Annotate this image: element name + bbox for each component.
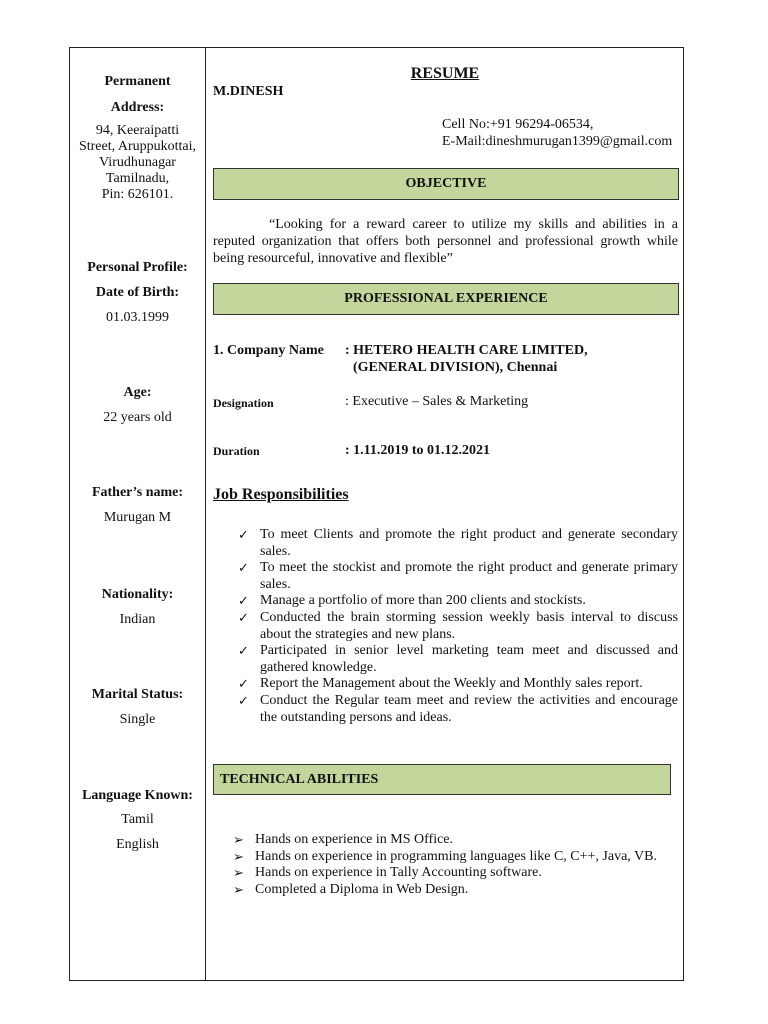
company-value: : HETERO HEALTH CARE LIMITED, <box>345 343 588 358</box>
marital-label: Marital Status: <box>91 687 184 702</box>
language-item: Tamil <box>121 812 154 827</box>
dob-value: 01.03.1999 <box>106 310 169 325</box>
nationality-value: Indian <box>119 612 156 627</box>
responsibility-text: To meet the stockist and promote the right product and generate primary sales. <box>260 560 678 592</box>
address-line: Street, Aruppukottai, <box>78 139 197 154</box>
address-line: 94, Keeraipatti <box>95 123 180 138</box>
responsibility-text: Manage a portfolio of more than 200 clients and stockists. <box>260 593 586 609</box>
check-icon: ✓ <box>238 527 249 542</box>
designation-label: Designation <box>213 396 274 410</box>
email-address: E-Mail:dineshmurugan1399@gmail.com <box>442 134 673 149</box>
resume-title-text: RESUME <box>410 65 480 82</box>
address-line: Tamilnadu, <box>105 171 170 186</box>
technical-list <box>231 832 677 898</box>
check-icon: ✓ <box>238 692 249 708</box>
list-item <box>231 832 677 849</box>
address-line: Pin: 626101. <box>101 187 174 202</box>
experience-heading <box>213 283 679 315</box>
list-item <box>236 610 678 643</box>
permanent-label: Permanent <box>104 74 171 89</box>
responsibility-text: Participated in senior level marketing team meet and discussed and gathered knowledge. <box>260 643 678 675</box>
check-icon: ✓ <box>238 593 249 609</box>
responsibility-text: To meet Clients and promote the right product and generate secondary sales. <box>260 527 678 559</box>
technical-text: Completed a Diploma in Web Design. <box>255 881 469 897</box>
father-label: Father’s name: <box>91 485 184 500</box>
list-item <box>231 882 677 899</box>
list-item <box>236 560 678 593</box>
technical-text: Hands on experience in programming languages like C, C++, Java, VB. <box>255 848 658 864</box>
father-value: Murugan M <box>103 510 172 525</box>
address-line: Virudhunagar <box>99 155 176 170</box>
list-item <box>236 676 678 693</box>
check-icon: ✓ <box>238 609 249 625</box>
address-label: Address: <box>110 100 165 115</box>
arrow-bullet-icon: ➢ <box>233 832 244 847</box>
list-item <box>236 643 678 676</box>
experience-heading-text: PROFESSIONAL EXPERIENCE <box>344 291 548 306</box>
technical-heading <box>213 764 671 795</box>
duration-label: Duration <box>213 444 260 458</box>
responsibility-text: Report the Management about the Weekly and Monthly sales report. <box>260 676 643 692</box>
resume-title <box>206 65 684 83</box>
list-item <box>231 865 677 882</box>
responsibilities-list <box>236 527 678 726</box>
responsibilities-heading: Job Responsibilities <box>213 486 349 503</box>
list-item <box>236 693 678 726</box>
responsibility-text: Conduct the Regular team meet and review the activities and encourage the outstanding persons and ideas. <box>260 692 678 725</box>
language-item: English <box>116 837 159 852</box>
list-item <box>236 593 678 610</box>
arrow-bullet-icon: ➢ <box>233 865 244 881</box>
dob-label: Date of Birth: <box>95 285 180 300</box>
check-icon: ✓ <box>238 676 249 692</box>
responsibility-text: Conducted the brain storming session weekly basis interval to discuss about the strategies and new plans. <box>260 609 678 642</box>
designation-value: : Executive – Sales & Marketing <box>345 394 529 409</box>
list-item <box>236 527 678 560</box>
list-item <box>231 849 677 866</box>
duration-value: : 1.11.2019 to 01.12.2021 <box>345 443 491 458</box>
check-icon: ✓ <box>238 560 249 576</box>
company-label: 1. Company Name <box>213 343 324 358</box>
column-divider <box>205 47 206 981</box>
cell-number: Cell No:+91 96294-06534, <box>442 117 594 132</box>
address-block <box>70 123 205 203</box>
arrow-bullet-icon: ➢ <box>233 881 244 897</box>
objective-heading <box>213 168 679 200</box>
age-value: 22 years old <box>103 410 172 425</box>
technical-text: Hands on experience in Tally Accounting software. <box>255 865 542 881</box>
company-division: (GENERAL DIVISION), Chennai <box>353 360 558 375</box>
nationality-label: Nationality: <box>101 587 174 602</box>
objective-text: “Looking for a reward career to utilize my skills and abilities in a reputed organization that offers both personnel and professional growth while being resourceful, innovative and flexible” <box>213 217 678 266</box>
personal-profile-label: Personal Profile: <box>87 260 188 275</box>
objective-heading-text: OBJECTIVE <box>405 176 487 191</box>
candidate-name: M.DINESH <box>213 84 284 99</box>
check-icon: ✓ <box>238 643 249 659</box>
arrow-bullet-icon: ➢ <box>233 848 244 864</box>
marital-value: Single <box>119 712 156 727</box>
technical-text: Hands on experience in MS Office. <box>255 832 454 847</box>
technical-heading-text: TECHNICAL ABILITIES <box>220 771 379 787</box>
language-label: Language Known: <box>82 788 193 803</box>
age-label: Age: <box>123 385 152 400</box>
